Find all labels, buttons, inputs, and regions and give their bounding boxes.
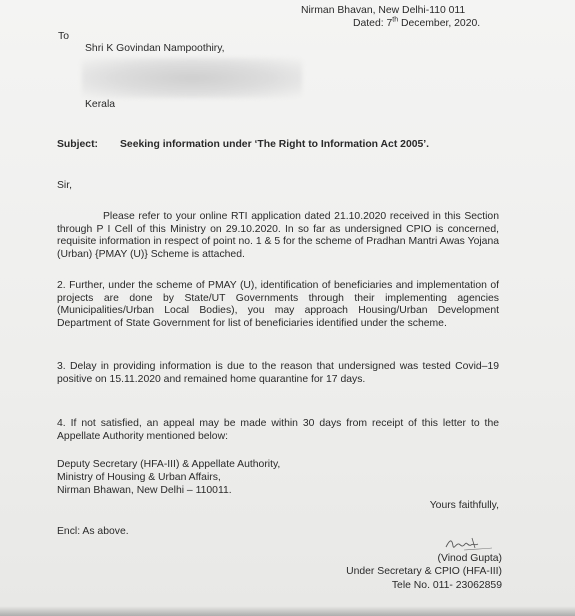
paragraph-3: 3. Delay in providing information is due to the reason that undersigned was tested Covid–19 positive on 15.11.2020 and remained home quarantine for 17 days. <box>57 361 499 385</box>
paragraph-4: 4. If not satisfied, an appeal may be made within 30 days from receipt of this letter to the Appellate Authority mentioned below: <box>57 418 499 442</box>
to-label: To <box>58 31 69 42</box>
sender-address: Nirman Bhavan, New Delhi-110 011 <box>301 5 466 16</box>
paragraph-1: Please refer to your online RTI application dated 21.10.2020 received in this Section through P I Cell of this Ministry on 29.10.2020. In so far as undersigned CPIO is concerned, requisite information in respect of point no. 1 & 5 for the scheme of Pradhan Mantri Awas Yojana (Urban) {PMAY (U)} Scheme is attached. <box>57 211 499 260</box>
closing-phrase: Yours faithfully, <box>429 500 499 511</box>
recipient-state: Kerala <box>85 99 116 110</box>
salutation: Sir, <box>57 180 73 191</box>
appellate-line-1: Deputy Secretary (HFA-III) & Appellate Authority, <box>57 459 281 470</box>
enclosure-note: Encl: As above. <box>57 526 129 537</box>
signatory-name: (Vinod Gupta) <box>437 553 502 564</box>
paragraph-2: 2. Further, under the scheme of PMAY (U), identification of beneficiaries and implementation of projects are done by State/UT Governments through their implementing agencies (Municipalities/Urban Local Bodies), you may approach Housing/Urban Development Department of State Government for list of beneficiaries identified under the scheme. <box>57 280 499 329</box>
appellate-line-3: Nirman Bhawan, New Delhi – 110011. <box>57 485 232 496</box>
signatory-designation: Under Secretary & CPIO (HFA-III) <box>346 566 502 577</box>
page-bottom-shadow <box>0 606 575 616</box>
letter-date <box>353 18 480 31</box>
recipient-name: Shri K Govindan Nampoothiry, <box>85 43 225 54</box>
redacted-address-block <box>82 58 302 98</box>
date-prefix: Dated: 7 <box>353 18 393 29</box>
appellate-line-2: Ministry of Housing & Urban Affairs, <box>57 472 221 483</box>
subject-label: Subject: <box>57 139 98 150</box>
signature-scribble <box>444 535 494 553</box>
date-rest: December, 2020. <box>398 18 481 29</box>
signatory-telephone: Tele No. 011- 23062859 <box>391 580 502 591</box>
subject-text: Seeking information under ‘The Right to Information Act 2005’. <box>120 139 430 150</box>
date-suffix-sup: th <box>392 16 399 24</box>
